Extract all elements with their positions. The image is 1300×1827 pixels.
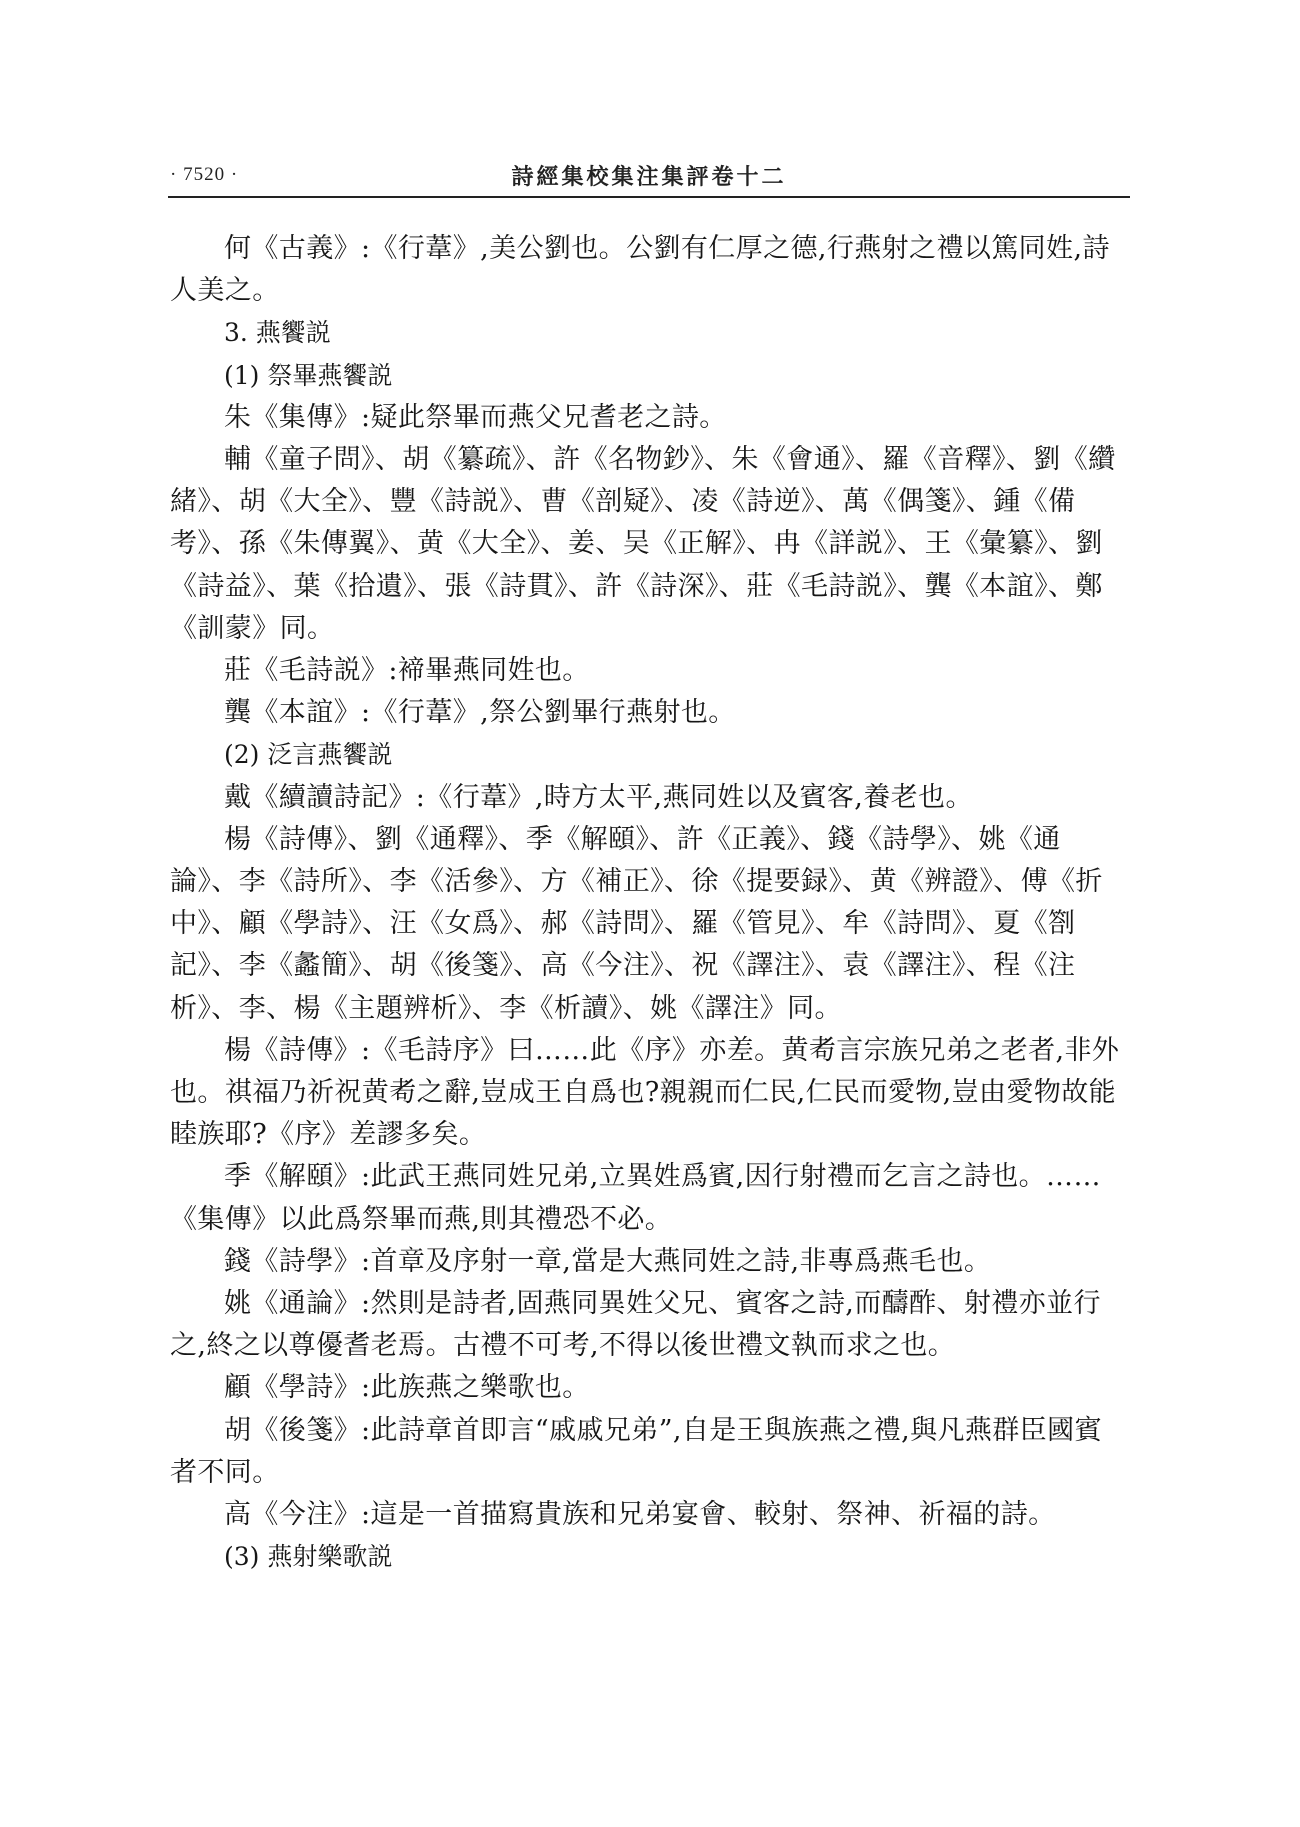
section-heading: 3. 燕饗説 (224, 318, 331, 348)
paragraph: 何《古義》:《行葦》,美公劉也。公劉有仁厚之德,行燕射之禮以篤同姓,詩人美之。 (170, 233, 1110, 307)
paragraph: 高《今注》:這是一首描寫貴族和兄弟宴會、較射、祭神、祈福的詩。 (224, 1499, 1056, 1531)
subsection-heading: (1) 祭畢燕饗説 (224, 360, 393, 390)
paragraph: 楊《詩傳》、劉《通釋》、季《解頤》、許《正義》、錢《詩學》、姚《通論》、李《詩所》、李《活參》、方《補正》、徐《提要録》、黄《辨證》、傅《折中》、顧《學詩》、汪《女爲》、郝《詩問》、羅《管見》、牟《詩問》、夏《劄記》、李《蠡簡》、胡《後箋》、高《今注》、祝《譯注》、袁《譯注》、程《注析》、李、楊《主題辨析》、李《析讀》、姚《譯注》同。 (170, 823, 1103, 1024)
paragraph: 莊《毛詩説》:褅畢燕同姓也。 (224, 655, 590, 687)
subsection-heading: (3) 燕射樂歌説 (224, 1542, 393, 1572)
subsection-heading: (2) 泛言燕饗説 (224, 740, 393, 770)
header-rule (168, 196, 1130, 198)
paragraph: 季《解頤》:此武王燕同姓兄弟,立異姓爲賓,因行射禮而乞言之詩也。……《集傳》以此爲祭畢而燕,則其禮恐不必。 (170, 1161, 1101, 1235)
paragraph: 錢《詩學》:首章及序射一章,當是大燕同姓之詩,非專爲燕毛也。 (224, 1245, 992, 1277)
paragraph: 姚《通論》:然則是詩者,固燕同異姓父兄、賓客之詩,而醻酢、射禮亦並行之,終之以尊優耆老焉。古禮不可考,不得以後世禮文執而求之也。 (170, 1288, 1101, 1362)
paragraph: 輔《童子問》、胡《纂疏》、許《名物鈔》、朱《會通》、羅《音釋》、劉《纘緒》、胡《大全》、豐《詩説》、曹《剖疑》、凌《詩逆》、萬《偶箋》、鍾《備考》、孫《朱傳翼》、黄《大全》、姜、吴《正解》、冉《詳説》、王《彙纂》、劉《詩益》、葉《拾遺》、張《詩貫》、許《詩深》、莊《毛詩説》、龔《本誼》、鄭《訓蒙》同。 (170, 444, 1116, 644)
body-text (170, 228, 1128, 1579)
paragraph: 楊《詩傳》:《毛詩序》曰……此《序》亦差。黄耇言宗族兄弟之老者,非外也。祺福乃祈祝黄耇之辭,豈成王自爲也?親親而仁民,仁民而愛物,豈由愛物故能睦族耶?《序》差謬多矣。 (170, 1034, 1120, 1151)
page-header (170, 160, 1128, 200)
paragraph: 胡《後箋》:此詩章首即言“戚戚兄弟”,自是王與族燕之禮,與凡燕群臣國賓者不同。 (170, 1414, 1102, 1488)
paragraph: 戴《續讀詩記》:《行葦》,時方太平,燕同姓以及賓客,養老也。 (224, 781, 973, 813)
paragraph: 龔《本誼》:《行葦》,祭公劉畢行燕射也。 (224, 697, 736, 729)
paragraph: 顧《學詩》:此族燕之樂歌也。 (224, 1372, 590, 1404)
page-number: · 7520 · (170, 164, 239, 185)
running-title: 詩經集校集注集評卷十二 (511, 164, 787, 190)
paragraph: 朱《集傳》:疑此祭畢而燕父兄耆老之詩。 (224, 401, 727, 433)
